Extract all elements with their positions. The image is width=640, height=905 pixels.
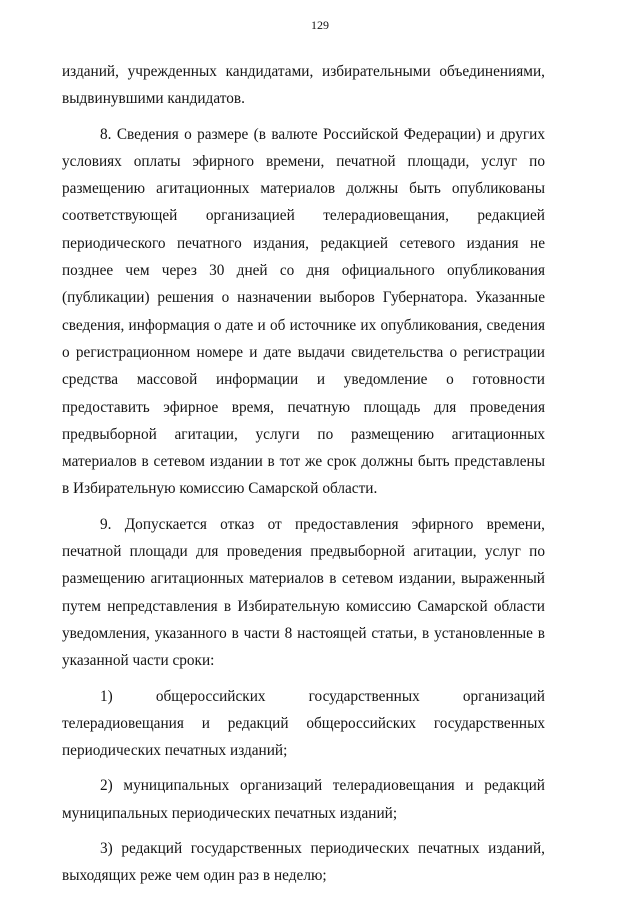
page-number: 129 bbox=[311, 18, 329, 32]
list-item-1: 1) общероссийских государственных организаций телерадиовещания и редакций общероссийских государственных периодических печатных изданий; bbox=[62, 687, 545, 760]
paragraph-part-8: 8. Сведения о размере (в валюте Российской Федерации) и других условиях оплаты эфирного времени, печатной площади, услуг по размещению агитационных материалов должны быть опубликованы соответствующей организацией телерадиовещания, редакцией периодического печатного издания, редакцией сетевого издания не позднее чем через 30 дней со дня официального опубликования (публикации) решения о назначении выборов Губернатора. Указанные сведения, информация о дате и об источнике их опубликования, сведения о регистрационном номере и дате выдачи свидетельства о регистрации средства массовой информации и уведомление о готовности предоставить эфирное время, печатную площадь для проведения предвыборной агитации, услуги по размещению агитационных материалов в сетевом издании в тот же срок должны быть представлены в Избирательную комиссию Самарской области. bbox=[62, 125, 545, 498]
paragraph-continuation: изданий, учрежденных кандидатами, избирательными объединениями, выдвинувшими кандидатов. bbox=[62, 63, 545, 108]
list-item-3: 3) редакций государственных периодических печатных изданий, выходящих реже чем один раз в неделю; bbox=[62, 840, 545, 885]
paragraph-part-9: 9. Допускается отказ от предоставления эфирного времени, печатной площади для проведения предвыборной агитации, услуг по размещению агитационных материалов в сетевом издании, выраженный путем непредставления в Избирательную комиссию Самарской области уведомления, указанного в части 8 настоящей статьи, в установленные в указанной части сроки: bbox=[62, 515, 545, 670]
document-body bbox=[62, 58, 545, 890]
list-item-2: 2) муниципальных организаций телерадиовещания и редакций муниципальных периодических печатных изданий; bbox=[62, 777, 545, 822]
